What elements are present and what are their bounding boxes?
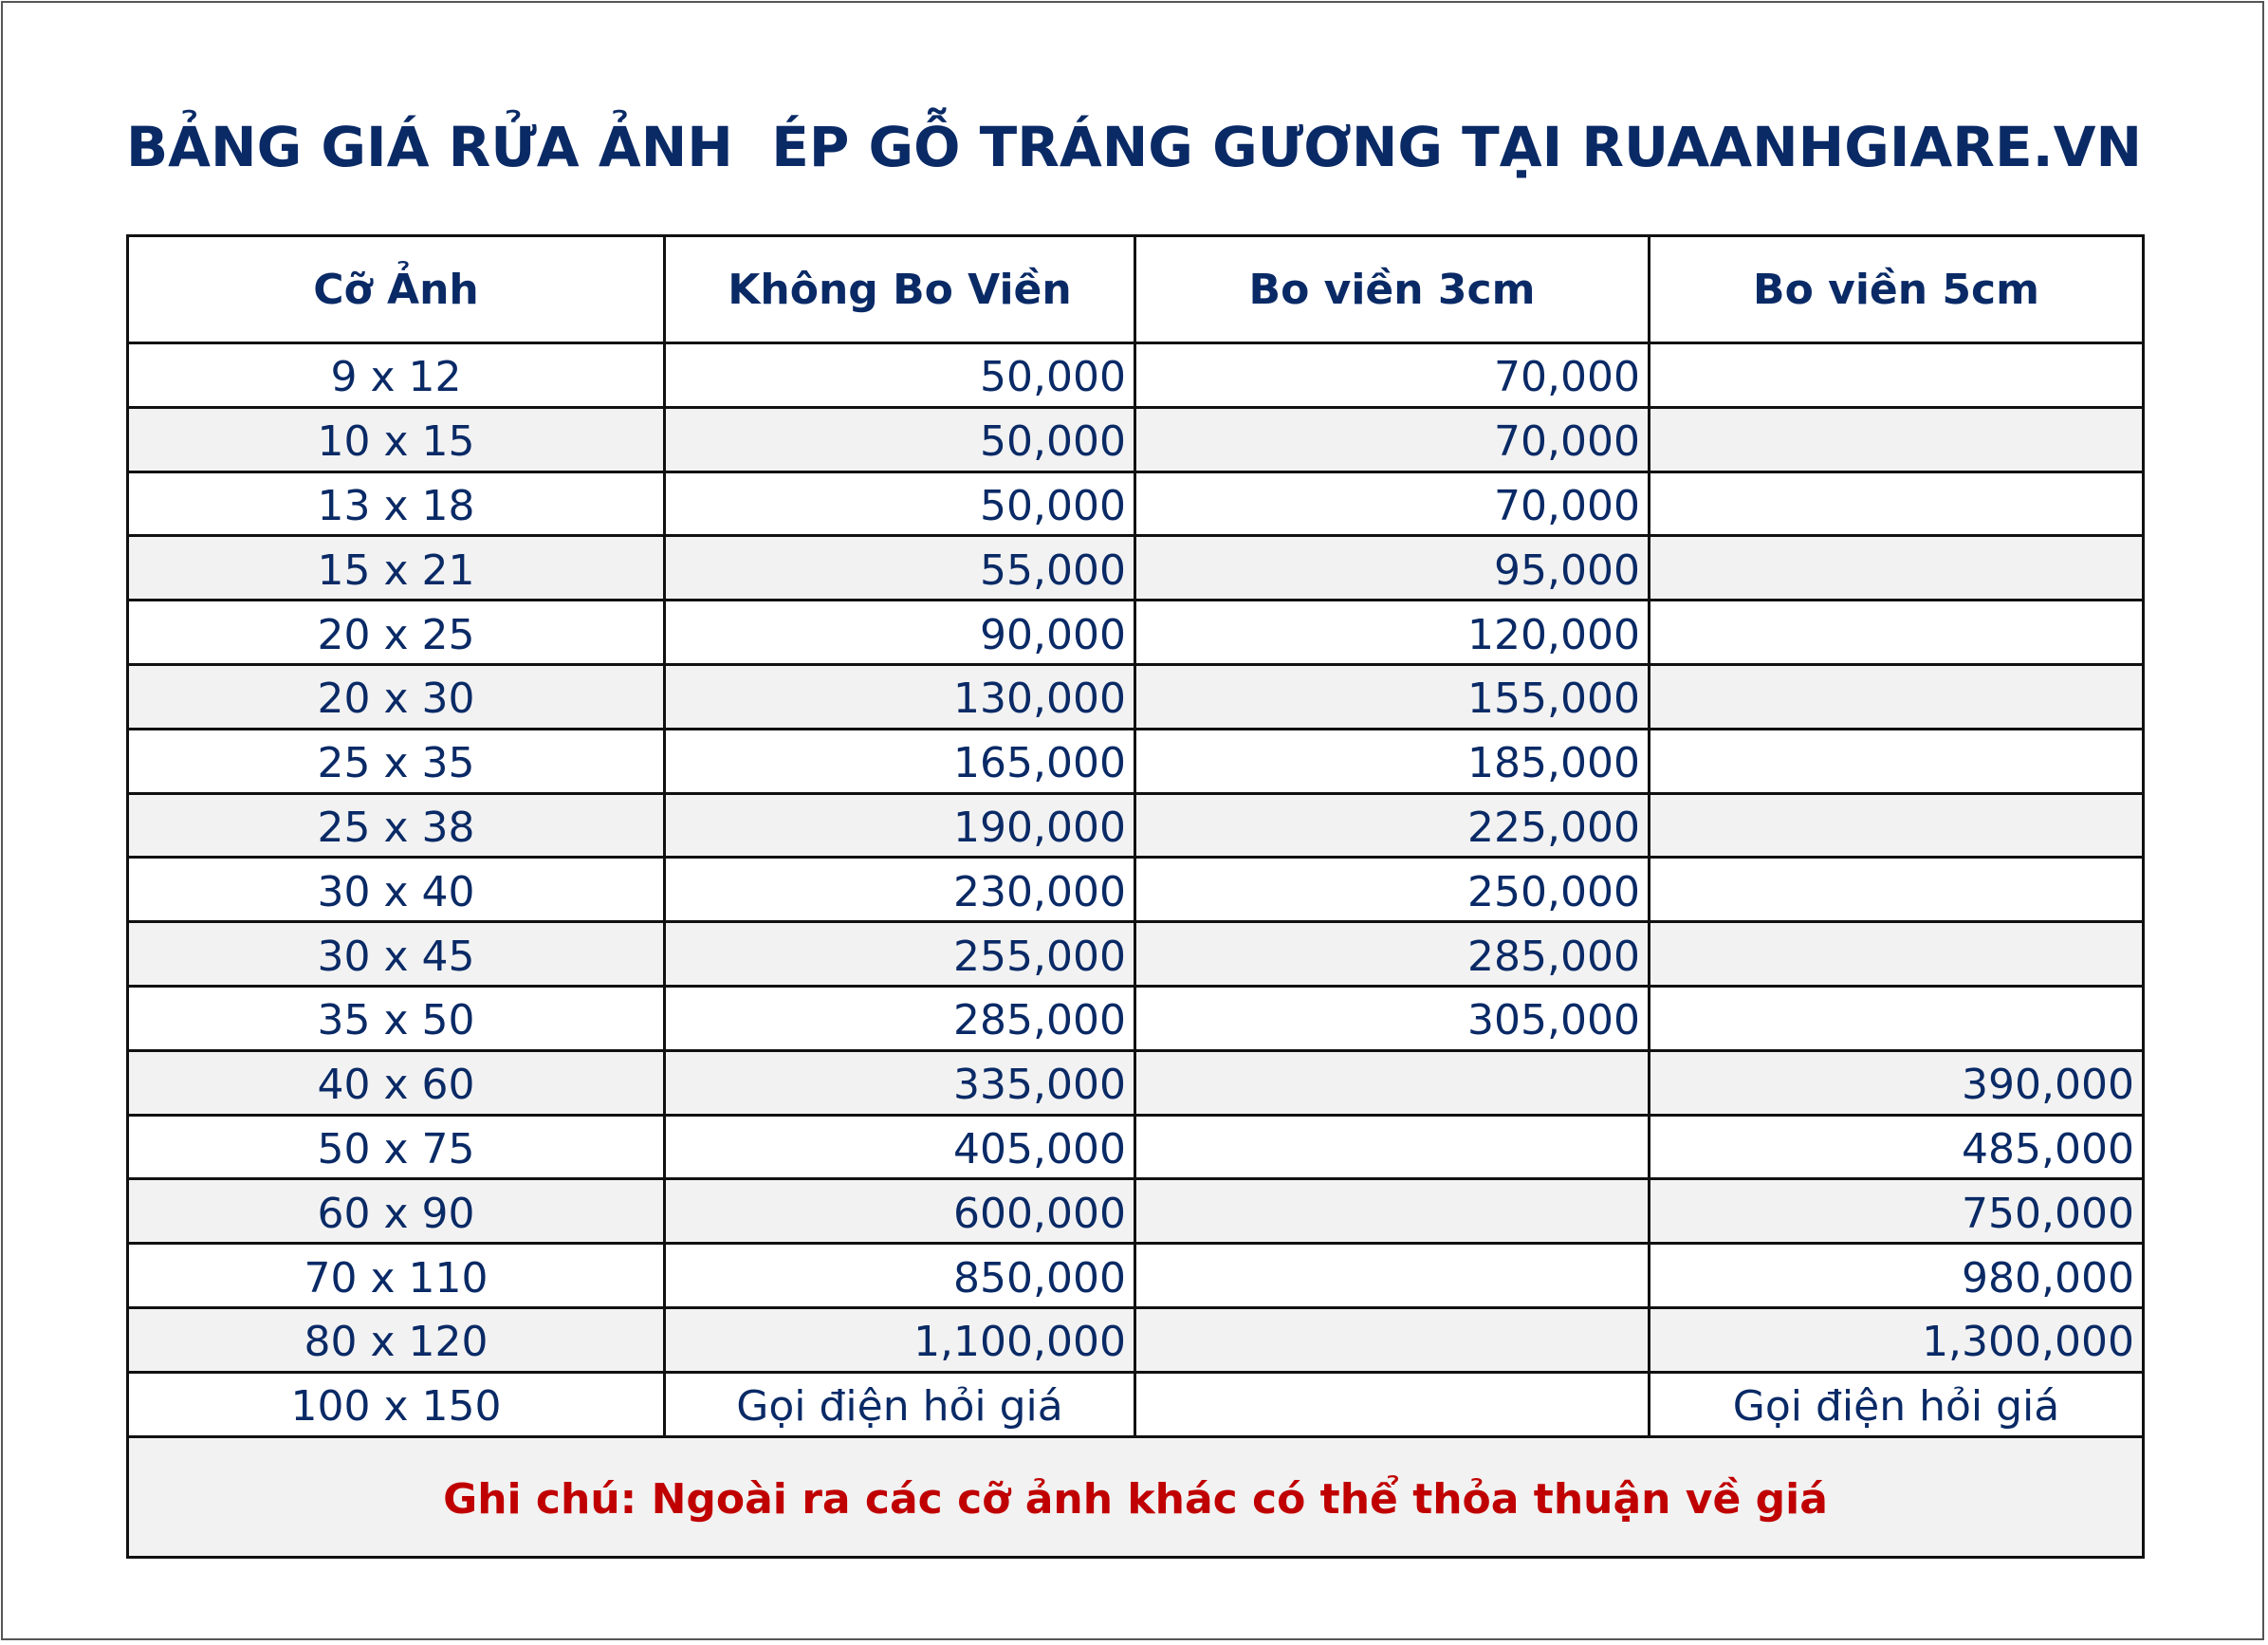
cell-price-no-border: 190,000 xyxy=(665,793,1135,858)
cell-price-border-3cm: 95,000 xyxy=(1135,536,1650,601)
cell-price-border-5cm: 485,000 xyxy=(1650,1115,2144,1179)
cell-price-no-border: 255,000 xyxy=(665,922,1135,987)
table-row xyxy=(128,1050,2144,1115)
cell-price-border-5cm xyxy=(1650,858,2144,922)
header-border-3cm: Bo viền 3cm xyxy=(1135,236,1650,343)
table-row xyxy=(128,343,2144,408)
cell-price-border-3cm: 155,000 xyxy=(1135,664,1650,729)
cell-price-border-5cm xyxy=(1650,536,2144,601)
cell-size: 10 x 15 xyxy=(128,407,665,471)
cell-size: 15 x 21 xyxy=(128,536,665,601)
cell-size: 60 x 90 xyxy=(128,1179,665,1244)
cell-price-border-3cm: 285,000 xyxy=(1135,922,1650,987)
cell-price-no-border: 335,000 xyxy=(665,1050,1135,1115)
cell-price-border-3cm xyxy=(1135,1050,1650,1115)
cell-price-border-3cm: 305,000 xyxy=(1135,986,1650,1050)
cell-size: 35 x 50 xyxy=(128,986,665,1050)
table-row xyxy=(128,664,2144,729)
cell-size: 70 x 110 xyxy=(128,1244,665,1308)
cell-size: 13 x 18 xyxy=(128,471,665,536)
table-row xyxy=(128,986,2144,1050)
cell-price-border-5cm xyxy=(1650,471,2144,536)
cell-price-border-3cm: 70,000 xyxy=(1135,343,1650,408)
table-row xyxy=(128,1372,2144,1436)
table-row xyxy=(128,922,2144,987)
cell-price-no-border: 50,000 xyxy=(665,343,1135,408)
cell-price-border-3cm: 70,000 xyxy=(1135,407,1650,471)
cell-price-border-5cm xyxy=(1650,407,2144,471)
cell-price-no-border: 90,000 xyxy=(665,601,1135,665)
cell-price-border-3cm xyxy=(1135,1372,1650,1436)
table-header-row xyxy=(128,236,2144,343)
cell-price-no-border: 1,100,000 xyxy=(665,1307,1135,1372)
cell-price-border-5cm: 980,000 xyxy=(1650,1244,2144,1308)
cell-price-border-3cm: 225,000 xyxy=(1135,793,1650,858)
cell-price-no-border: 405,000 xyxy=(665,1115,1135,1179)
note-text: Ghi chú: Ngoài ra các cỡ ảnh khác có thể thỏa thuận về giá xyxy=(128,1436,2144,1557)
cell-size: 20 x 30 xyxy=(128,664,665,729)
cell-size: 30 x 45 xyxy=(128,922,665,987)
cell-price-border-3cm: 250,000 xyxy=(1135,858,1650,922)
cell-price-border-5cm xyxy=(1650,793,2144,858)
cell-size: 80 x 120 xyxy=(128,1307,665,1372)
cell-price-no-border: 850,000 xyxy=(665,1244,1135,1308)
page-title: BẢNG GIÁ RỬA ẢNH ÉP GỖ TRÁNG GƯƠNG TẠI RUAANHGIARE.VN xyxy=(125,115,2143,179)
cell-size: 9 x 12 xyxy=(128,343,665,408)
cell-price-border-5cm xyxy=(1650,986,2144,1050)
table-row xyxy=(128,407,2144,471)
cell-price-border-3cm xyxy=(1135,1179,1650,1244)
table-row xyxy=(128,601,2144,665)
cell-price-border-5cm xyxy=(1650,343,2144,408)
cell-price-border-5cm: 390,000 xyxy=(1650,1050,2144,1115)
price-table xyxy=(126,234,2145,1559)
header-size: Cỡ Ảnh xyxy=(128,236,665,343)
cell-price-border-5cm xyxy=(1650,729,2144,793)
cell-size: 30 x 40 xyxy=(128,858,665,922)
table-row xyxy=(128,1115,2144,1179)
table-row xyxy=(128,729,2144,793)
note-row xyxy=(128,1436,2144,1557)
table-body xyxy=(128,343,2144,1558)
cell-size: 25 x 38 xyxy=(128,793,665,858)
table-row xyxy=(128,793,2144,858)
table-row xyxy=(128,1244,2144,1308)
header-border-5cm: Bo viền 5cm xyxy=(1650,236,2144,343)
cell-price-no-border: 285,000 xyxy=(665,986,1135,1050)
cell-price-no-border: 50,000 xyxy=(665,407,1135,471)
table-row xyxy=(128,1179,2144,1244)
cell-price-border-5cm xyxy=(1650,601,2144,665)
cell-price-border-5cm xyxy=(1650,922,2144,987)
table-row xyxy=(128,1307,2144,1372)
cell-price-border-3cm xyxy=(1135,1115,1650,1179)
cell-price-border-3cm xyxy=(1135,1307,1650,1372)
cell-price-border-3cm: 185,000 xyxy=(1135,729,1650,793)
cell-size: 25 x 35 xyxy=(128,729,665,793)
cell-size: 40 x 60 xyxy=(128,1050,665,1115)
table-row xyxy=(128,536,2144,601)
cell-price-no-border: 165,000 xyxy=(665,729,1135,793)
header-no-border: Không Bo Viền xyxy=(665,236,1135,343)
cell-size: 20 x 25 xyxy=(128,601,665,665)
cell-size: 50 x 75 xyxy=(128,1115,665,1179)
cell-price-no-border: 230,000 xyxy=(665,858,1135,922)
cell-price-no-border: 130,000 xyxy=(665,664,1135,729)
table-row xyxy=(128,858,2144,922)
cell-price-border-3cm xyxy=(1135,1244,1650,1308)
cell-price-no-border: 600,000 xyxy=(665,1179,1135,1244)
cell-price-border-5cm xyxy=(1650,664,2144,729)
cell-price-border-3cm: 70,000 xyxy=(1135,471,1650,536)
cell-price-border-5cm: Gọi điện hỏi giá xyxy=(1650,1372,2144,1436)
cell-price-no-border: 50,000 xyxy=(665,471,1135,536)
cell-size: 100 x 150 xyxy=(128,1372,665,1436)
cell-price-no-border: 55,000 xyxy=(665,536,1135,601)
cell-price-border-5cm: 1,300,000 xyxy=(1650,1307,2144,1372)
cell-price-border-5cm: 750,000 xyxy=(1650,1179,2144,1244)
table-row xyxy=(128,471,2144,536)
cell-price-no-border: Gọi điện hỏi giá xyxy=(665,1372,1135,1436)
cell-price-border-3cm: 120,000 xyxy=(1135,601,1650,665)
